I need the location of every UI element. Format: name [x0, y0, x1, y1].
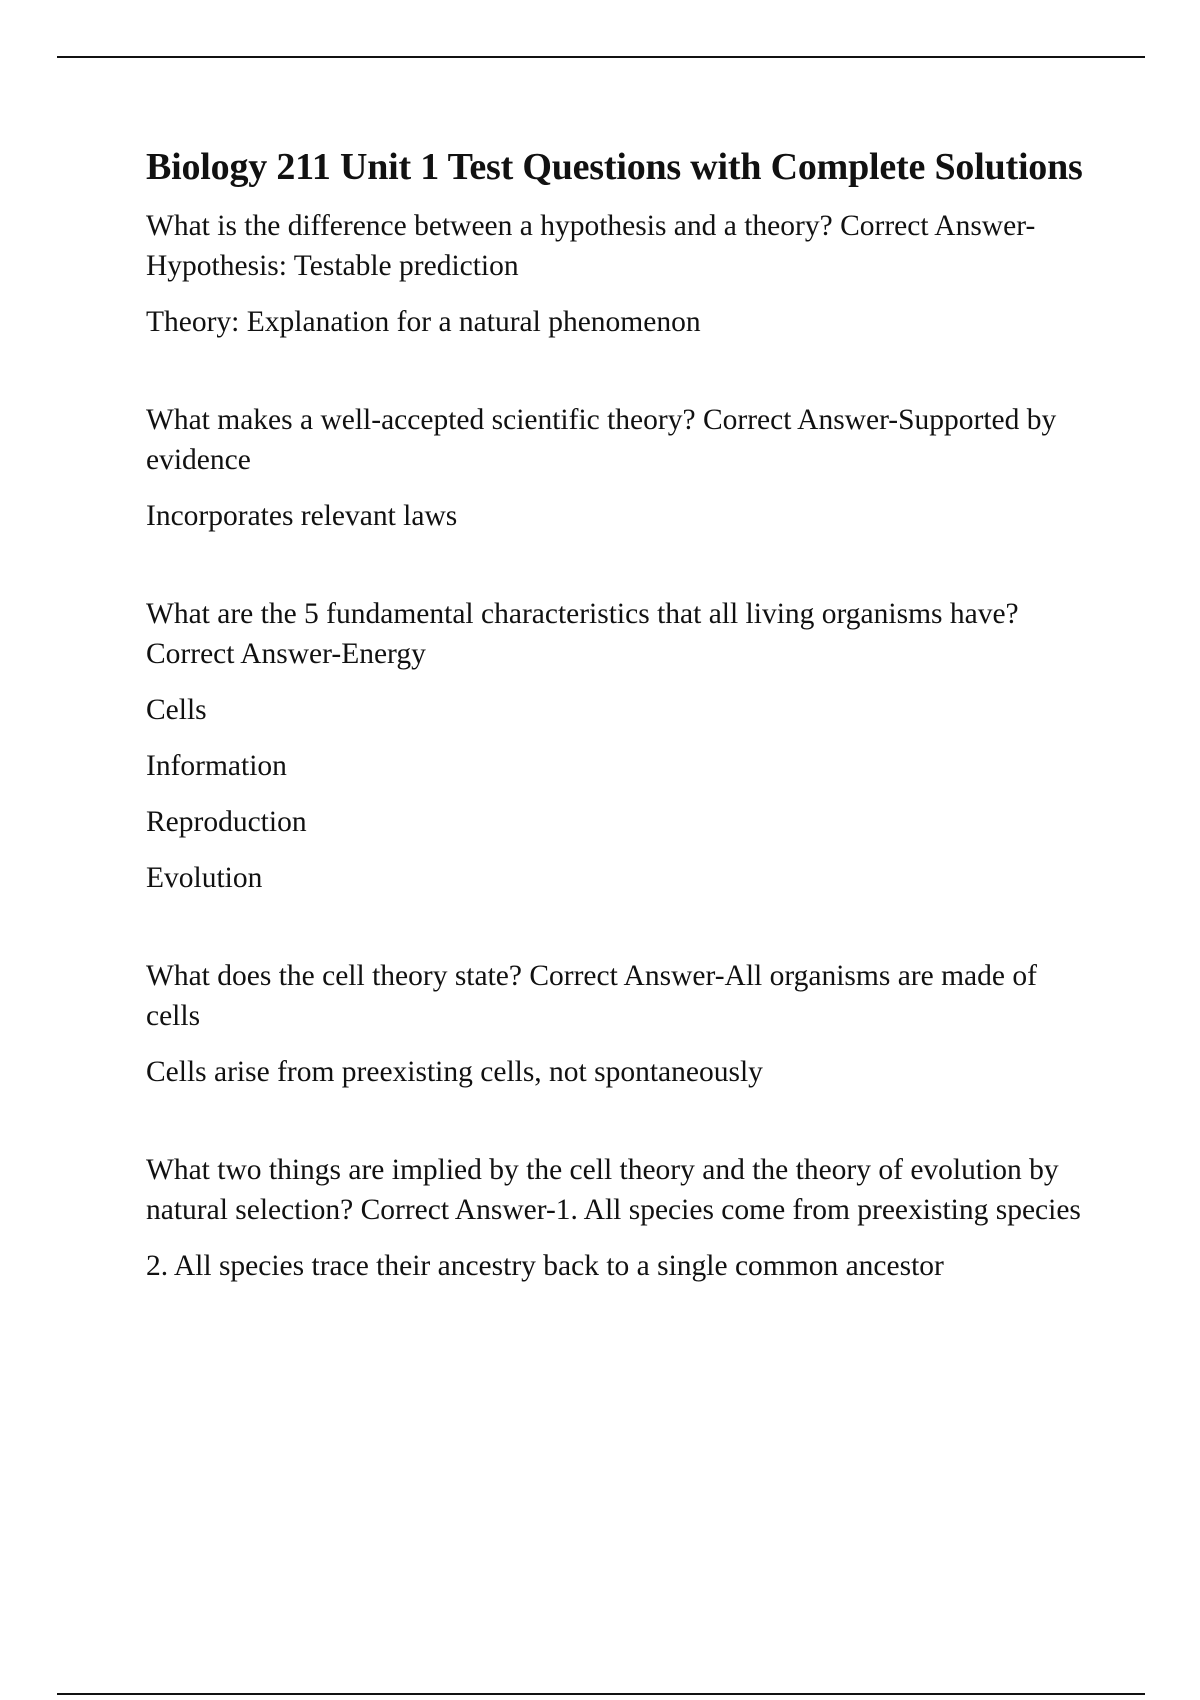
- question-text: What are the 5 fundamental characteristics that all living organisms have? Correct Answer-Energy: [146, 598, 1019, 670]
- answer-line: Reproduction: [146, 806, 307, 838]
- qa-entry-living-characteristics: [146, 594, 1096, 898]
- qa-entry-scientific-theory: [146, 400, 1096, 536]
- answer-line: Cells arise from preexisting cells, not spontaneously: [146, 1056, 763, 1088]
- page-content: [146, 142, 1096, 1286]
- answer-line: 2. All species trace their ancestry back to a single common ancestor: [146, 1250, 944, 1282]
- footer-rule: [57, 1693, 1145, 1695]
- header-rule: [57, 56, 1145, 58]
- answer-line: Incorporates relevant laws: [146, 500, 458, 532]
- answer-line: Information: [146, 750, 287, 782]
- qa-entry-cell-theory: [146, 956, 1096, 1092]
- answer-line: Cells: [146, 694, 207, 726]
- question-text: What makes a well-accepted scientific theory? Correct Answer-Supported by evidence: [146, 404, 1057, 476]
- question-text: What two things are implied by the cell theory and the theory of evolution by natural selection? Correct Answer-1. All species come from preexisting species: [146, 1154, 1081, 1226]
- question-text: What is the difference between a hypothesis and a theory? Correct Answer-Hypothesis: Testable prediction: [146, 210, 1036, 282]
- answer-line: Evolution: [146, 862, 263, 894]
- qa-entry-implications: [146, 1150, 1096, 1286]
- qa-entry-hypothesis-theory: [146, 206, 1096, 342]
- answer-line: Theory: Explanation for a natural phenomenon: [146, 306, 701, 338]
- question-text: What does the cell theory state? Correct Answer-All organisms are made of cells: [146, 960, 1037, 1032]
- document-title: Biology 211 Unit 1 Test Questions with Complete Solutions: [146, 146, 1083, 188]
